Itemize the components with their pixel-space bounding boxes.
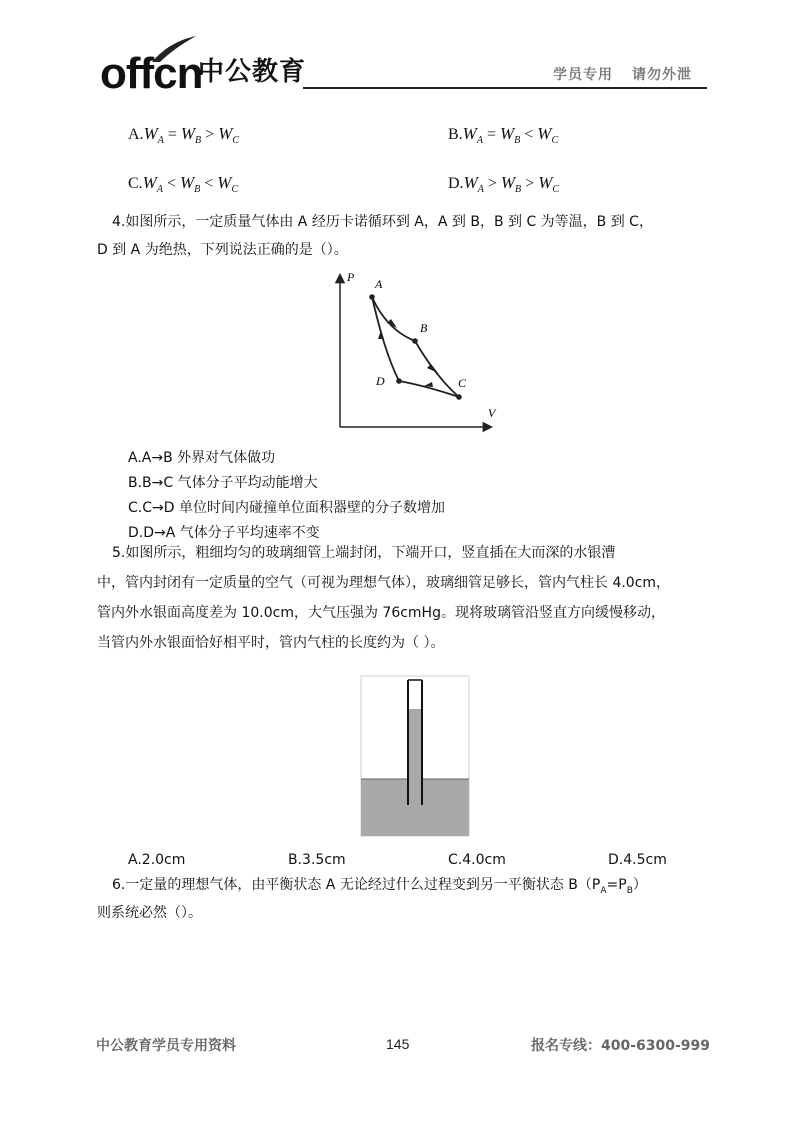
q3-option-d: D. $W_A > W_B > W_C$ — [448, 173, 560, 196]
header-label-confidential: 请勿外泄 — [632, 67, 692, 83]
point-b — [412, 338, 418, 344]
q3-option-c-letter: C. — [128, 175, 143, 192]
v-axis-label: V — [488, 406, 496, 420]
q5-line1: 5.如图所示，粗细均匀的玻璃细管上端封闭，下端开口，竖直插在大而深的水银漕 — [112, 545, 616, 561]
q4-stem-line1: 4.如图所示，一定质量气体由 A 经历卡诺循环到 A，A 到 B，B 到 C 为等温，B 到 C， — [112, 214, 653, 230]
logo-latin: offcn — [100, 49, 203, 98]
q5-line2: 中，管内封闭有一定质量的空气（可视为理想气体），玻璃细管足够长，管内气柱长 4.0cm， — [97, 575, 671, 591]
arrow-d-a-icon — [378, 330, 384, 339]
q3-option-d-letter: D. — [448, 175, 464, 192]
footer-left: 中公教育学员专用资料 — [96, 1038, 236, 1054]
curve-a-b — [372, 297, 415, 341]
q6-line1 — [112, 878, 647, 896]
q5-line3: 管内外水银面高度差为 10.0cm，大气压强为 76cmHg。现将玻璃管沿竖直方向缓慢移动， — [97, 605, 665, 621]
point-a — [369, 294, 375, 300]
q4-option-b: B.B→C 气体分子平均动能增大 — [128, 475, 318, 491]
q3-option-c: C. $W_A < W_B < W_C$ — [128, 173, 239, 196]
mercury-tube-diagram — [360, 675, 470, 837]
mercury-in-tube — [408, 709, 422, 805]
q6-sub-a: A — [600, 885, 607, 896]
point-a-label: A — [375, 277, 383, 291]
header-label-students: 学员专用 — [553, 67, 613, 83]
curve-b-c — [415, 341, 459, 397]
point-b-label: B — [420, 321, 428, 335]
footer-right: 报名专线：400-6300-999 — [531, 1038, 711, 1054]
q3-option-b-letter: B. — [448, 126, 463, 143]
point-d-label: D — [376, 374, 385, 388]
q4-option-c: C.C→D 单位时间内碰撞单位面积器壁的分子数增加 — [128, 500, 445, 516]
q4-option-a: A.A→B 外界对气体做功 — [128, 450, 276, 466]
point-d — [396, 378, 402, 384]
point-c-label: C — [458, 376, 467, 390]
q4-stem-line2: D 到 A 为绝热，下列说法正确的是（）。 — [97, 242, 348, 258]
q4-option-d: D.D→A 气体分子平均速率不变 — [128, 525, 320, 541]
q6-line1-text: 6.一定量的理想气体，由平衡状态 A 无论经过什么过程变到另一平衡状态 B（P — [112, 877, 601, 893]
curve-d-a — [372, 297, 399, 381]
q6-line2: 则系统必然（）。 — [97, 905, 202, 921]
arrow-b-c-icon — [427, 364, 438, 373]
page-number: 145 — [386, 1036, 410, 1052]
carnot-cycle-pv-diagram — [325, 265, 505, 435]
q6-close: ） — [632, 877, 647, 893]
air-column — [408, 680, 422, 709]
q6-sub-b: B — [626, 885, 633, 896]
q5-option-b: B.3.5cm — [288, 852, 346, 868]
q5-option-c: C.4.0cm — [448, 852, 506, 868]
q6-eq: =P — [606, 877, 627, 893]
q5-line4: 当管内外水银面恰好相平时，管内气柱的长度约为（ ）。 — [97, 635, 445, 651]
q5-option-d: D.4.5cm — [608, 852, 667, 868]
q5-option-a: A.2.0cm — [128, 852, 186, 868]
q3-option-b: B. $W_A = W_B < W_C$ — [448, 124, 559, 147]
p-axis-label: P — [347, 270, 355, 284]
header — [0, 0, 800, 100]
q3-option-a-letter: A. — [128, 126, 144, 143]
header-divider — [303, 87, 707, 89]
point-c — [456, 394, 462, 400]
q3-option-a: A. $W_A = W_B > W_C$ — [128, 124, 240, 147]
logo-chinese: 中公教育 — [198, 57, 307, 87]
